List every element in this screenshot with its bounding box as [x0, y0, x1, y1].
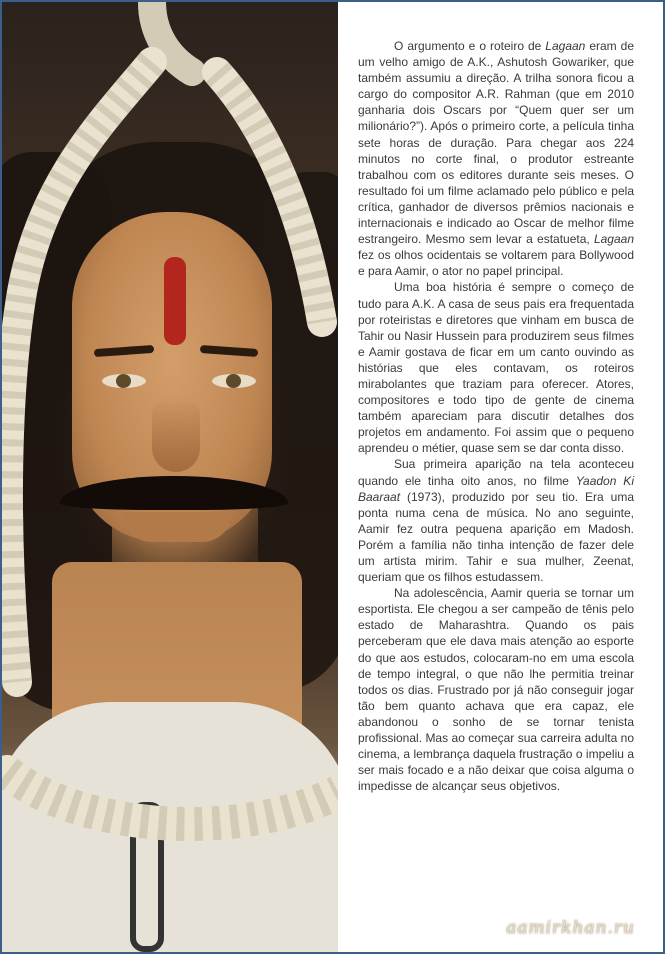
paragraph-4	[358, 585, 634, 794]
paragraph-1	[358, 38, 634, 279]
article-text	[358, 38, 634, 794]
paragraph-2	[358, 279, 634, 456]
text-run: Na adolescência, Aamir queria se tornar um esportista. Ele chegou a ser campeão de tênis pelo estado de Maharashtra. Quando os pais perceberam que ele dava mais atenção ao esporte do que aos estudos, colocaram-no em uma escola de tempo integral, o que não lhe permitia treinar todos os dias. Frustrado por já não conseguir jogar tão bem quanto achava que era capaz, ele abandonou o sonho de se tornar tenista profissional. Mas ao começar sua carreira adulta no cinema, a lembrança daquela frustração o impeliu a ser mais focado e a não deixar que coisa alguma o impedisse de alcançar seus objetivos.	[358, 586, 634, 794]
noose-rope	[2, 2, 338, 952]
watermark: aamirkhan.ru	[506, 918, 635, 938]
film-title: Yaadon Ki Baaraat	[358, 473, 634, 504]
film-title: Lagaan	[545, 39, 586, 53]
film-title: Lagaan	[593, 232, 634, 247]
text-run: fez os olhos ocidentais se voltarem para Bollywood e para Aamir, o ator no papel principal.	[358, 248, 634, 279]
paragraph-3	[358, 456, 634, 585]
text-run: Sua primeira aparição na tela aconteceu quando ele tinha oito anos, no filme	[358, 457, 634, 488]
text-run: (1973), produzido por seu tio. Era uma ponta numa cena de música. No ano seguinte, Aamir fez outra pequena aparição em Madosh. Porém a família não tinha intenção de fazer dele um artista mirim. Tahir e sua mulher, Zeenat, queriam que os filhos estudassem.	[358, 489, 634, 585]
text-run: eram de um velho amigo de A.K., Ashutosh Gowariker, que também assumiu a direção. A trilha sonora ficou a cargo do compositor A.R. Rahman (que em 2010 ganharia dois Oscars por “Quem quer ser um milionário?”). Após o primeiro corte, a película tinha sete horas de duração. Para chegar aos 224 minutos no corte final, o produtor estreante trabalhou com os editores durante seis meses. O resultado foi um filme aclamado pelo público e pela crítica, ganhador de diversos prêmios nacionais e internacionais e indicado ao Oscar de melhor filme estrangeiro. Mesmo sem levar a estatueta,	[358, 39, 634, 247]
text-run: Uma boa história é sempre o começo de tudo para A.K. A casa de seus pais era frequentada por roteiristas e diretores que vinham em busca de Tahir ou Nasir Hussein para produzirem seus filmes e Aamir gostava de ficar em um canto ouvindo as histórias que eles contavam, os roteiros mirabolantes que traziam para oferecer. Atores, compositores e todo tipo de gente de cinema também apareciam para discutir detalhes dos projetos em andamento. Foi assim que o pequeno aprendeu o métier, quase sem se dar conta disso.	[358, 280, 634, 456]
text-run: O argumento e o roteiro de	[394, 39, 546, 53]
portrait-photo	[2, 2, 338, 952]
